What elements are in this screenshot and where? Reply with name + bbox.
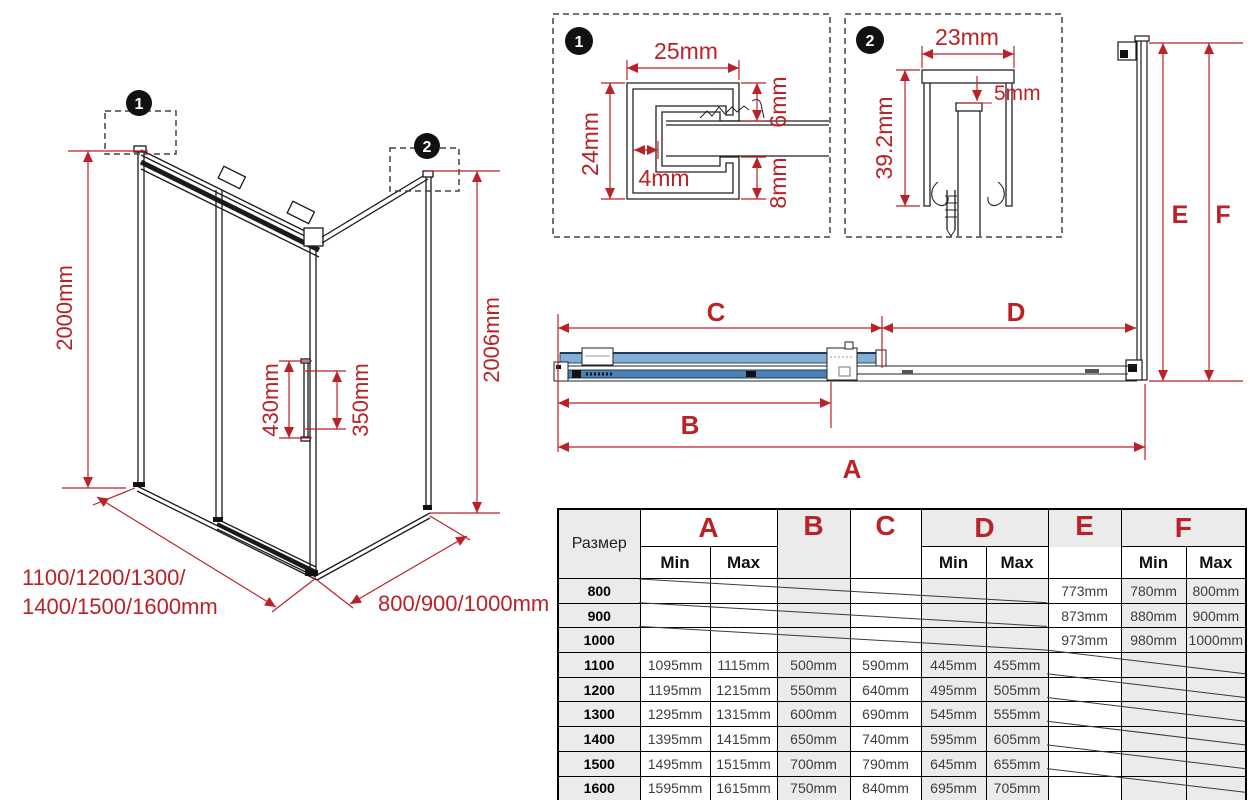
- detail-2: [845, 14, 1062, 237]
- cell-e: 873mm: [1048, 603, 1121, 628]
- cell-c: 690mm: [850, 702, 921, 727]
- cell-a_min: [640, 628, 710, 653]
- cell-d_max: 555mm: [986, 702, 1048, 727]
- cell-e: [1048, 702, 1121, 727]
- cell-a_max: 1215mm: [710, 677, 777, 702]
- table-header-f-max: Max: [1186, 547, 1246, 579]
- isometric-view: [22, 90, 549, 619]
- detail-1-number: 1: [574, 34, 584, 51]
- table-header-d: D: [921, 509, 1048, 547]
- cell-a_max: [710, 603, 777, 628]
- cell-c: [850, 628, 921, 653]
- cell-a_min: 1395mm: [640, 727, 710, 752]
- table-row: [558, 751, 1246, 776]
- dim-depth-options: 800/900/1000mm: [378, 591, 550, 616]
- cell-label: 1200: [558, 677, 640, 702]
- roller-bracket: [287, 201, 314, 223]
- cell-d_max: [986, 628, 1048, 653]
- cell-a_max: [710, 628, 777, 653]
- cell-e: 773mm: [1048, 579, 1121, 604]
- cell-a_min: [640, 579, 710, 604]
- cell-d_min: [921, 579, 986, 604]
- dim-width-options-1: 1100/1200/1300/: [22, 565, 186, 590]
- cell-c: [850, 579, 921, 604]
- cell-e: [1048, 751, 1121, 776]
- table-header-e: E: [1048, 509, 1121, 579]
- table-row: [558, 579, 1246, 604]
- cell-a_min: 1095mm: [640, 653, 710, 678]
- cell-f_min: 880mm: [1121, 603, 1186, 628]
- corner-cap: [304, 228, 323, 246]
- table-row: [558, 702, 1246, 727]
- dim-letter-d: D: [1006, 297, 1026, 327]
- cell-b: [777, 628, 850, 653]
- dim-handle-spacing: 350mm: [348, 363, 373, 437]
- cell-d_min: 545mm: [921, 702, 986, 727]
- cell-f_max: [1186, 702, 1246, 727]
- cell-f_min: [1121, 776, 1186, 800]
- cell-e: 973mm: [1048, 628, 1121, 653]
- cell-a_min: 1295mm: [640, 702, 710, 727]
- dim-height-left: 2000mm: [52, 265, 77, 351]
- cell-label: 1400: [558, 727, 640, 752]
- cell-a_max: 1515mm: [710, 751, 777, 776]
- cell-b: 550mm: [777, 677, 850, 702]
- cell-e: [1048, 776, 1121, 800]
- cell-b: 650mm: [777, 727, 850, 752]
- detail-1-top-lip: 6mm: [765, 76, 791, 128]
- cell-b: 600mm: [777, 702, 850, 727]
- cell-f_min: [1121, 702, 1186, 727]
- dim-letter-b: B: [680, 410, 700, 440]
- cell-d_min: 445mm: [921, 653, 986, 678]
- cell-f_max: [1186, 677, 1246, 702]
- cell-c: 790mm: [850, 751, 921, 776]
- cell-d_min: 645mm: [921, 751, 986, 776]
- roller-bracket: [218, 166, 245, 188]
- cell-d_max: 605mm: [986, 727, 1048, 752]
- table-body: [558, 579, 1246, 800]
- cell-f_min: [1121, 751, 1186, 776]
- table-header-a-min: Min: [640, 547, 710, 579]
- plan-view: [554, 297, 1145, 484]
- detail-1: [553, 14, 830, 237]
- plan-dimension-lines: [558, 314, 1145, 460]
- cell-d_min: [921, 628, 986, 653]
- cell-c: [850, 603, 921, 628]
- post-feet: [133, 482, 432, 576]
- size-table: [557, 508, 1247, 800]
- cell-b: 700mm: [777, 751, 850, 776]
- cell-b: 750mm: [777, 776, 850, 800]
- cell-d_min: [921, 603, 986, 628]
- dim-letter-f: F: [1215, 201, 1231, 229]
- cell-f_min: [1121, 727, 1186, 752]
- track-end-bracket: [554, 362, 568, 381]
- cell-a_min: 1495mm: [640, 751, 710, 776]
- table-row: [558, 727, 1246, 752]
- cell-f_min: [1121, 677, 1186, 702]
- cell-f_max: [1186, 751, 1246, 776]
- cell-label: 800: [558, 579, 640, 604]
- cell-d_min: 695mm: [921, 776, 986, 800]
- dim-height-right: 2006mm: [479, 297, 504, 383]
- table-row: [558, 653, 1246, 678]
- table-row: [558, 677, 1246, 702]
- dim-letter-e: E: [1171, 201, 1189, 229]
- cell-f_min: 780mm: [1121, 579, 1186, 604]
- cell-a_min: 1195mm: [640, 677, 710, 702]
- fixed-panel-glass: [561, 370, 829, 378]
- detail-1-height: 24mm: [577, 112, 603, 176]
- marker-1-number: 1: [134, 96, 144, 113]
- cell-a_min: 1595mm: [640, 776, 710, 800]
- dim-letter-c: C: [706, 297, 726, 327]
- cell-f_max: 1000mm: [1186, 628, 1246, 653]
- roller-carriage-right: [827, 348, 857, 380]
- cell-c: 640mm: [850, 677, 921, 702]
- cell-a_min: [640, 603, 710, 628]
- detail-2-number: 2: [865, 33, 875, 50]
- dim-letter-a: A: [842, 454, 862, 484]
- cell-f_min: 980mm: [1121, 628, 1186, 653]
- cell-d_min: 495mm: [921, 677, 986, 702]
- cell-c: 840mm: [850, 776, 921, 800]
- cell-d_max: 455mm: [986, 653, 1048, 678]
- cell-c: 590mm: [850, 653, 921, 678]
- cell-d_min: 595mm: [921, 727, 986, 752]
- cell-a_max: 1415mm: [710, 727, 777, 752]
- cell-d_max: [986, 579, 1048, 604]
- dim-width-options-2: 1400/1500/1600mm: [22, 594, 218, 619]
- detail-1-wall: 4mm: [638, 165, 690, 191]
- dim-handle-height: 430mm: [258, 363, 283, 437]
- door-end-cap: [876, 350, 886, 366]
- cell-d_max: 505mm: [986, 677, 1048, 702]
- cell-e: [1048, 653, 1121, 678]
- detail-marker-2: [390, 133, 459, 191]
- cell-e: [1048, 677, 1121, 702]
- cell-a_max: 1115mm: [710, 653, 777, 678]
- detail-1-width: 25mm: [654, 38, 718, 64]
- marker-2-number: 2: [422, 139, 432, 156]
- cell-label: 1100: [558, 653, 640, 678]
- table-row: [558, 603, 1246, 628]
- cell-f_max: [1186, 727, 1246, 752]
- cell-e: [1048, 727, 1121, 752]
- cell-a_max: [710, 579, 777, 604]
- table-header-f-min: Min: [1121, 547, 1186, 579]
- cell-b: [777, 603, 850, 628]
- table-header-d-max: Max: [986, 547, 1048, 579]
- cell-a_max: 1315mm: [710, 702, 777, 727]
- table-header-f: F: [1121, 509, 1246, 547]
- table-row: [558, 776, 1246, 800]
- detail-1-bottom-lip: 8mm: [765, 157, 791, 209]
- cell-label: 1300: [558, 702, 640, 727]
- cell-b: 500mm: [777, 653, 850, 678]
- cell-label: 1500: [558, 751, 640, 776]
- cell-f_max: 800mm: [1186, 579, 1246, 604]
- cell-f_max: [1186, 653, 1246, 678]
- cell-label: 1600: [558, 776, 640, 800]
- table-header-d-min: Min: [921, 547, 986, 579]
- cell-f_min: [1121, 653, 1186, 678]
- table-header-size: Размер: [558, 509, 640, 579]
- cell-d_max: 655mm: [986, 751, 1048, 776]
- table-header-c: C: [850, 509, 921, 579]
- cell-d_max: 705mm: [986, 776, 1048, 800]
- detail-2-width: 23mm: [935, 24, 999, 50]
- table-header-b: B: [777, 509, 850, 579]
- side-panel-elevation: [1118, 36, 1243, 381]
- cell-a_max: 1615mm: [710, 776, 777, 800]
- cell-f_max: 900mm: [1186, 603, 1246, 628]
- table-header-a-max: Max: [710, 547, 777, 579]
- detail-2-height: 39.2mm: [871, 96, 897, 180]
- enclosure-structure: [134, 146, 433, 580]
- cell-label: 1000: [558, 628, 640, 653]
- detail-marker-1: [105, 90, 176, 154]
- cell-f_max: [1186, 776, 1246, 800]
- cell-c: 740mm: [850, 727, 921, 752]
- table-row: [558, 628, 1246, 653]
- table-header-a: A: [640, 509, 777, 547]
- cell-d_max: [986, 603, 1048, 628]
- detail-2-gap: 5mm: [994, 82, 1041, 105]
- cell-label: 900: [558, 603, 640, 628]
- cell-b: [777, 579, 850, 604]
